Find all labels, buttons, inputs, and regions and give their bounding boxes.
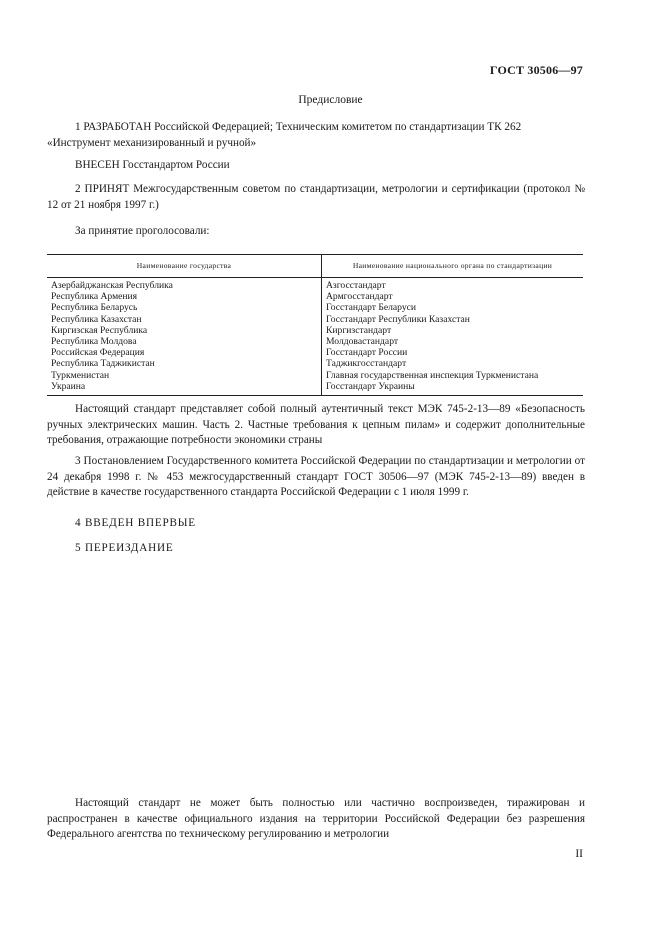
introduced-by: ВНЕСЕН Госстандартом России bbox=[75, 159, 230, 171]
body-name: Киргизстандарт bbox=[326, 324, 392, 336]
state-name: Республика Таджикистан bbox=[51, 358, 155, 370]
authenticity-note: Настоящий стандарт представляет собой полный аутентичный текст МЭК 745-2-13—89 «Безопасность ручных электрических машин. Часть 2. Частные требования к цепным пилам» и содержит дополнительные требования, отражающие потребности экономики страны bbox=[47, 403, 585, 446]
section-2: 2 ПРИНЯТ Межгосударственным советом по стандартизации, метрологии и сертификации (протокол № 12 от 21 ноября 1997 г.) bbox=[47, 183, 585, 211]
section-4: 4 ВВЕДЕН ВПЕРВЫЕ bbox=[75, 517, 196, 529]
state-name: Республика Беларусь bbox=[51, 302, 138, 314]
state-name: Республика Молдова bbox=[51, 336, 137, 348]
states-column bbox=[47, 278, 322, 396]
column-header-body: Наименование национального органа по стандартизации bbox=[322, 255, 584, 278]
body-name: Госстандарт Украины bbox=[326, 380, 415, 392]
state-name: Российская Федерация bbox=[51, 347, 145, 359]
page-number: II bbox=[575, 848, 583, 860]
table-header-row bbox=[47, 255, 583, 278]
section-1 bbox=[47, 120, 585, 151]
state-name: Украина bbox=[51, 380, 86, 392]
state-name: Туркменистан bbox=[51, 369, 110, 381]
section-3: 3 Постановлением Государственного комитета Российской Федерации по стандартизации и метрологии от 24 декабря 1998 г. № 453 межгосударственный стандарт ГОСТ 30506—97 (МЭК 745-2-13—89) введен в действие в качестве государственного стандарта Российской Федерации с 1 июля 1999 г. bbox=[47, 455, 585, 498]
section-1-line1: 1 РАЗРАБОТАН Российской Федерацией; Техническим комитетом по стандартизации ТК 262 bbox=[75, 121, 522, 133]
document-code: ГОСТ 30506—97 bbox=[489, 63, 583, 77]
body-name: Госстандарт Беларуси bbox=[326, 302, 417, 314]
reproduction-notice: Настоящий стандарт не может быть полностью или частично воспроизведен, тиражирован и распространен в качестве официального издания на территории Российской Федерации без разрешения Федерального агентства по техническому регулированию и метрологии bbox=[47, 797, 585, 840]
section-5: 5 ПЕРЕИЗДАНИЕ bbox=[75, 542, 174, 554]
body-name: Госстандарт России bbox=[326, 347, 408, 359]
voted-label: За принятие проголосовали: bbox=[75, 225, 210, 237]
body-name: Армгосстандарт bbox=[326, 291, 393, 303]
body-name: Азгосстандарт bbox=[326, 280, 386, 291]
body-name: Госстандарт Республики Казахстан bbox=[326, 313, 470, 325]
section-1-line2: «Инструмент механизированный и ручной» bbox=[47, 136, 257, 149]
body-name: Главная государственная инспекция Туркменистана bbox=[326, 369, 539, 381]
body-name: Таджикгосстандарт bbox=[326, 358, 407, 370]
column-header-state: Наименование государства bbox=[47, 255, 322, 278]
state-name: Республика Армения bbox=[51, 291, 138, 303]
state-name: Азербайджанская Республика bbox=[51, 280, 173, 291]
preface-title: Предисловие bbox=[298, 94, 363, 106]
table-body-row bbox=[47, 278, 583, 396]
bodies-column bbox=[322, 278, 584, 396]
voting-states-table bbox=[47, 254, 583, 396]
body-name: Молдовастандарт bbox=[326, 336, 399, 348]
state-name: Республика Казахстан bbox=[51, 313, 142, 325]
state-name: Киргизская Республика bbox=[51, 324, 148, 336]
